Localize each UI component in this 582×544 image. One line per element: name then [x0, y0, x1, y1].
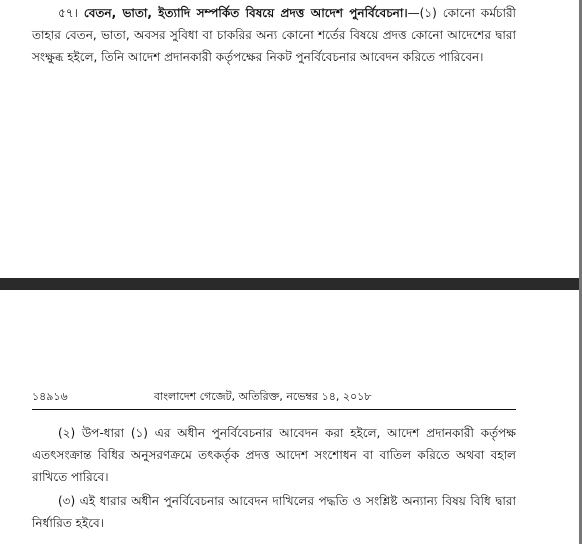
gazette-title: বাংলাদেশ গেজেট, অতিরিক্ত, নভেম্বর ১৪, ২০১৮	[154, 390, 372, 403]
subsection-2-paragraph: (২) উপ-ধারা (১) এর অধীন পুনর্বিবেচনার আবেদন করা হইলে, আদেশ প্রদানকারী কর্তৃপক্ষ এতৎসংক্রান্ত বিধির অনুসরণক্রমে তৎকর্তৃক প্রদত্ত আদেশ সংশোধন বা বাতিল করিতে অথবা বহাল রাখিতে পারিবে।	[32, 426, 516, 484]
page-number: ১৪৯১৬	[32, 390, 68, 403]
section-number: ৫৭।	[58, 6, 78, 20]
subsection-3-paragraph: (৩) এই ধারার অধীন পুনর্বিবেচনার আবেদন দাখিলের পদ্ধতি ও সংশ্লিষ্ট অন্যান্য বিষয় বিধি দ্বারা নির্ধারিত হইবে।	[32, 494, 516, 530]
gazette-header	[32, 386, 516, 406]
section-body: —(১) কোনো কর্মচারী তাহার বেতন, ভাতা, অবসর সুবিধা বা চাকরির অন্য কোনো শর্তের বিষয়ে প্রদত্ত কোনো আদেশের দ্বারা সংক্ষুব্ধ হইলে, তিনি আদেশ প্রদানকারী কর্তৃপক্ষের নিকট পুনর্বিবেচনার আবেদন করিতে পারিবেন।	[32, 6, 516, 64]
section-57-paragraph	[32, 2, 516, 68]
section-heading: বেতন, ভাতা, ইত্যাদি সম্পর্কিত বিষয়ে প্রদত্ত আদেশ পুনর্বিবেচনা।	[83, 6, 408, 20]
header-rule	[32, 409, 516, 410]
page-break-divider	[0, 278, 582, 290]
